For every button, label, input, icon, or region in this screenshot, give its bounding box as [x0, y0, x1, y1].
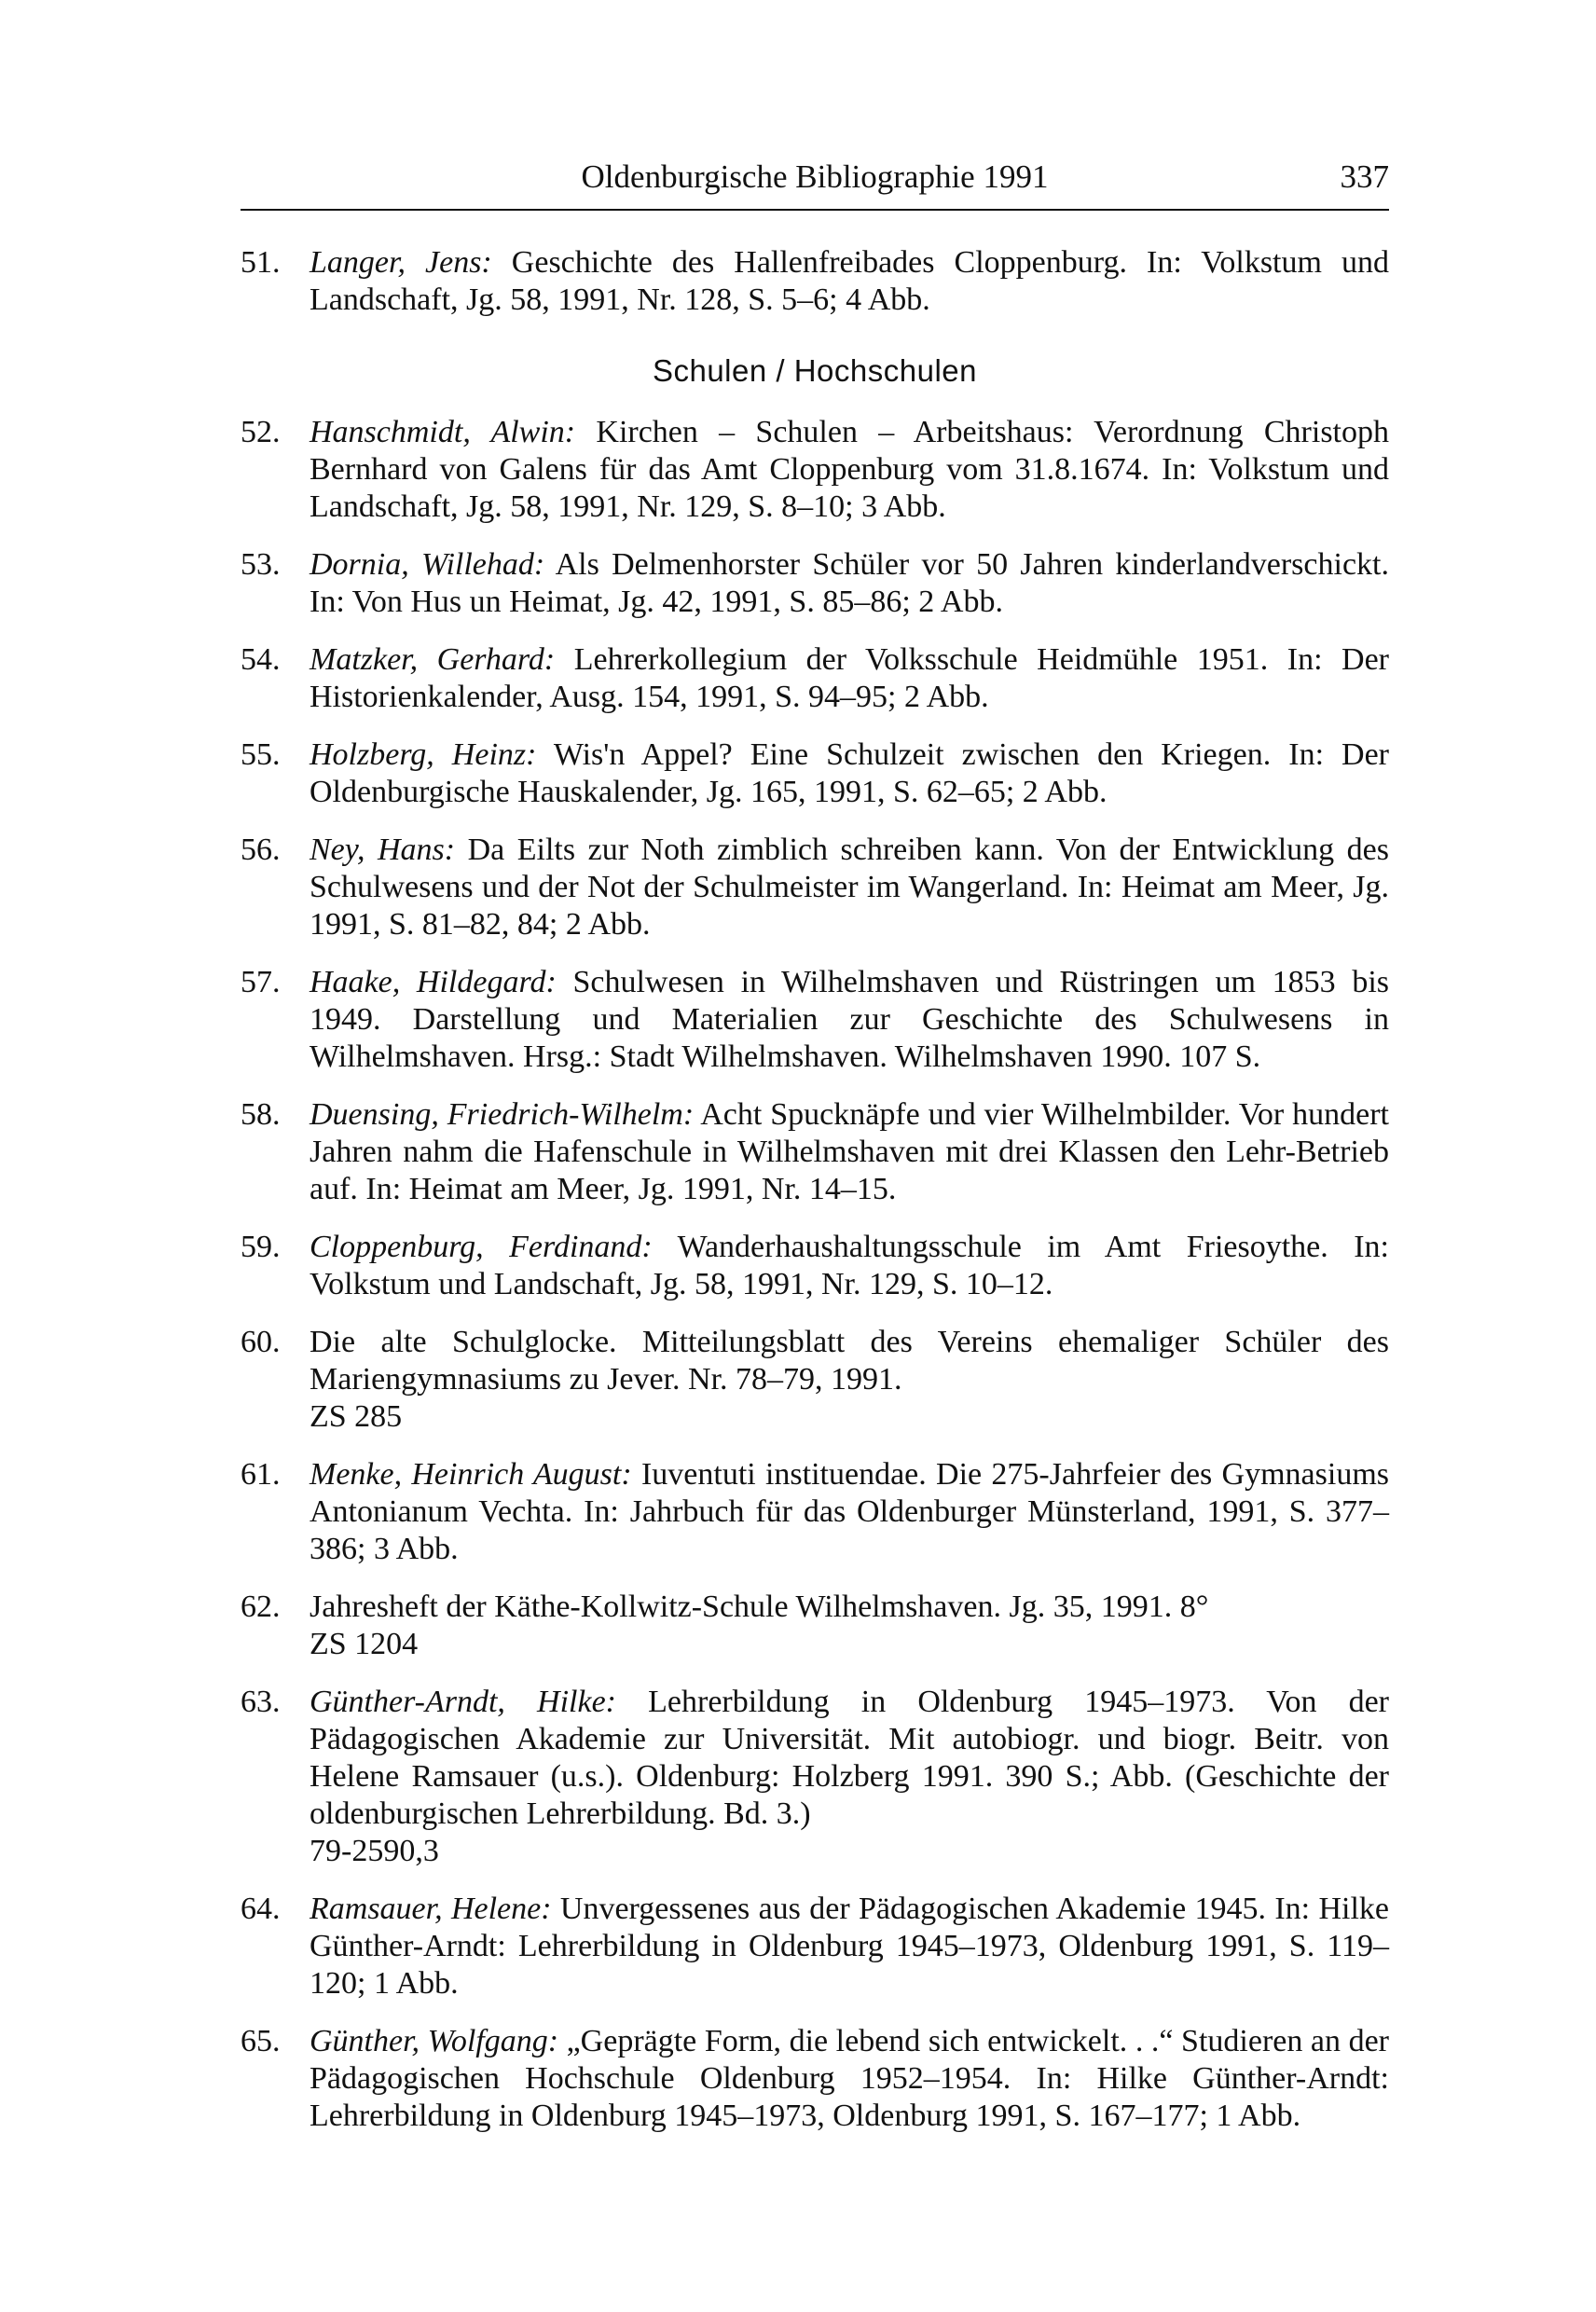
entry-author: Duensing, Friedrich-Wilhelm:	[310, 1097, 695, 1132]
entry-text: Acht Spucknäpfe und vier Wilhelmbilder. Vor hundert Jahren nahm die Hafenschule in Wilhelmshaven mit drei Klassen den Lehr-Betrieb auf. In: Heimat am Meer, Jg. 1991, Nr. 14–15.	[310, 1097, 1389, 1206]
bibliography-content	[241, 244, 1389, 2155]
entry-body	[310, 244, 1389, 319]
entry-number: 61.	[241, 1457, 281, 1492]
entry-author: Langer, Jens:	[310, 245, 492, 280]
header-rule	[241, 209, 1389, 211]
running-title: Oldenburgische Bibliographie 1991	[581, 158, 1049, 195]
bibliography-entry	[241, 1456, 1389, 1568]
entry-author: Holzberg, Heinz:	[310, 737, 537, 772]
entry-body	[310, 641, 1389, 716]
bibliography-entry	[241, 1891, 1389, 2002]
entry-body	[310, 1891, 1389, 2002]
page-number: 337	[1340, 158, 1389, 195]
entry-author: Ney, Hans:	[310, 833, 456, 867]
entry-number: 53.	[241, 547, 281, 582]
entry-number: 52.	[241, 415, 281, 449]
bibliography-entry	[241, 1324, 1389, 1436]
entry-text: Kirchen – Schulen – Arbeitshaus: Verordnung Christoph Bernhard von Galens für das Amt Cloppenburg vom 31.8.1674. In: Volkstum und Landschaft, Jg. 58, 1991, Nr. 129, S. 8–10; 3 Abb.	[310, 415, 1389, 524]
entry-body	[310, 736, 1389, 811]
entry-author: Ramsauer, Helene:	[310, 1892, 552, 1926]
entry-number: 59.	[241, 1230, 281, 1264]
entry-shelfmark: ZS 285	[310, 1399, 403, 1434]
entry-number: 60.	[241, 1325, 281, 1359]
entry-number: 58.	[241, 1097, 281, 1132]
bibliography-entry	[241, 414, 1389, 526]
entry-text: „Geprägte Form, die lebend sich entwickelt. . .“ Studieren an der Pädagogischen Hochschule Oldenburg 1952–1954. In: Hilke Günther-Arndt: Lehrerbildung in Oldenburg 1945–1973, Oldenburg 1991, S. 167–177; 1 Abb.	[310, 2024, 1389, 2133]
entry-author: Cloppenburg, Ferdinand:	[310, 1230, 653, 1264]
entry-number: 56.	[241, 833, 281, 867]
entry-text: Die alte Schulglocke. Mitteilungsblatt des Vereins ehemaliger Schüler des Mariengymnasiums zu Jever. Nr. 78–79, 1991.	[310, 1325, 1389, 1397]
entry-text: Lehrerbildung in Oldenburg 1945–1973. Von der Pädagogischen Akademie zur Universität. Mit autobiogr. und biogr. Beitr. von Helene Ramsauer (u.s.). Oldenburg: Holzberg 1991. 390 S.; Abb. (Geschichte der oldenburgischen Lehrerbildung. Bd. 3.)	[310, 1685, 1389, 1831]
section-heading: Schulen / Hochschulen	[652, 353, 978, 388]
entry-number: 51.	[241, 245, 281, 280]
entry-number: 65.	[241, 2024, 281, 2058]
entry-text: Als Delmenhorster Schüler vor 50 Jahren kinderlandverschickt. In: Von Hus un Heimat, Jg. 42, 1991, S. 85–86; 2 Abb.	[310, 547, 1389, 619]
entry-shelfmark: 79-2590,3	[310, 1834, 439, 1868]
entry-author: Günther, Wolfgang:	[310, 2024, 559, 2058]
bibliography-entry	[241, 546, 1389, 621]
entry-text: Iuventuti instituendae. Die 275-Jahrfeier des Gymnasiums Antonianum Vechta. In: Jahrbuch für das Oldenburger Münsterland, 1991, S. 377–386; 3 Abb.	[310, 1457, 1389, 1566]
entry-number: 62.	[241, 1590, 281, 1624]
entry-text: Lehrerkollegium der Volksschule Heidmühle 1951. In: Der Historienkalender, Ausg. 154, 1991, S. 94–95; 2 Abb.	[310, 642, 1389, 714]
entry-body	[310, 546, 1389, 621]
entry-author: Haake, Hildegard:	[310, 965, 557, 999]
entry-body	[310, 1684, 1389, 1870]
entry-text: Geschichte des Hallenfreibades Cloppenburg. In: Volkstum und Landschaft, Jg. 58, 1991, Nr. 128, S. 5–6; 4 Abb.	[310, 245, 1389, 317]
entry-number: 64.	[241, 1892, 281, 1926]
entry-number: 63.	[241, 1685, 281, 1719]
entry-body	[310, 2023, 1389, 2135]
running-head	[241, 157, 1389, 198]
bibliography-entry	[241, 1684, 1389, 1870]
entry-text: Wanderhaushaltungsschule im Amt Friesoythe. In: Volkstum und Landschaft, Jg. 58, 1991, Nr. 129, S. 10–12.	[310, 1230, 1389, 1301]
entry-body	[310, 1096, 1389, 1208]
entry-number: 54.	[241, 642, 281, 677]
bibliography-entry	[241, 244, 1389, 319]
entry-author: Dornia, Willehad:	[310, 547, 545, 582]
bibliography-entry	[241, 1096, 1389, 1208]
entry-author: Matzker, Gerhard:	[310, 642, 556, 677]
bibliography-entry	[241, 832, 1389, 943]
entry-number: 55.	[241, 737, 281, 772]
bibliography-entry	[241, 2023, 1389, 2135]
bibliography-entry	[241, 964, 1389, 1076]
bibliography-entry	[241, 641, 1389, 716]
entry-body	[310, 1589, 1389, 1663]
entry-text: Schulwesen in Wilhelmshaven und Rüstringen um 1853 bis 1949. Darstellung und Materialien zur Geschichte des Schulwesens in Wilhelmshaven. Hrsg.: Stadt Wilhelmshaven. Wilhelmshaven 1990. 107 S.	[310, 965, 1389, 1074]
entry-text: Wis'n Appel? Eine Schulzeit zwischen den Kriegen. In: Der Oldenburgische Hauskalender, Jg. 165, 1991, S. 62–65; 2 Abb.	[310, 737, 1390, 809]
entry-text: Jahresheft der Käthe-Kollwitz-Schule Wilhelmshaven. Jg. 35, 1991. 8°	[310, 1590, 1209, 1624]
entry-author: Hanschmidt, Alwin:	[310, 415, 576, 449]
bibliography-entry	[241, 1229, 1389, 1303]
entry-body	[310, 1456, 1389, 1568]
entry-text: Da Eilts zur Noth zimblich schreiben kann. Von der Entwicklung des Schulwesens und der Not der Schulmeister im Wangerland. In: Heimat am Meer, Jg. 1991, S. 81–82, 84; 2 Abb.	[310, 833, 1389, 942]
entry-number: 57.	[241, 965, 281, 999]
entry-body	[310, 964, 1389, 1076]
bibliography-entry	[241, 736, 1389, 811]
entry-body	[310, 1229, 1389, 1303]
entry-author: Günther-Arndt, Hilke:	[310, 1685, 616, 1719]
entry-body	[310, 832, 1389, 943]
entry-shelfmark: ZS 1204	[310, 1627, 419, 1661]
bibliography-entry	[241, 1589, 1389, 1663]
entry-body	[310, 1324, 1389, 1436]
entry-text: Unvergessenes aus der Pädagogischen Akademie 1945. In: Hilke Günther-Arndt: Lehrerbildung in Oldenburg 1945–1973, Oldenburg 1991, S. 119–120; 1 Abb.	[310, 1892, 1390, 2001]
entry-author: Menke, Heinrich August:	[310, 1457, 632, 1492]
entry-body	[310, 414, 1389, 526]
